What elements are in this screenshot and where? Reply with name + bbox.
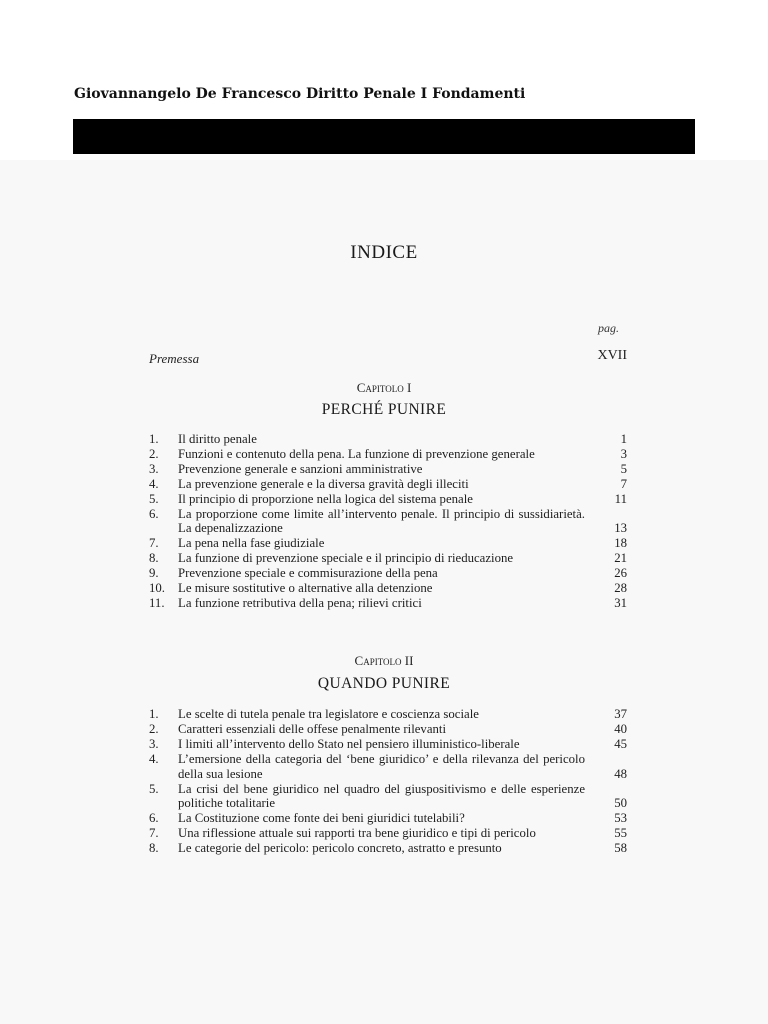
toc-entry-number: 10.	[149, 581, 165, 596]
header-bar	[73, 119, 695, 154]
toc-entry-text: Prevenzione speciale e commisurazione della pena	[178, 566, 438, 581]
premessa-page: XVII	[597, 348, 627, 363]
toc-entry-number: 7.	[149, 826, 159, 841]
toc-entry-text: I limiti all’intervento dello Stato nel pensiero illuministico-liberale	[178, 736, 520, 751]
toc-entry	[149, 581, 627, 596]
toc-entry-number: 11.	[149, 595, 165, 610]
toc-entry-text: La funzione di prevenzione speciale e il principio di rieducazione	[178, 551, 514, 566]
toc-entry-number: 5.	[149, 781, 159, 796]
toc-entry-number: 2.	[149, 446, 159, 461]
toc-entry-text: L’emersione della categoria del ‘bene giuridico’ e della rilevanza del pericolo della sua lesione	[178, 751, 585, 781]
toc-entry	[149, 752, 627, 782]
toc-entry-text: Le scelte di tutela penale tra legislatore e coscienza sociale	[178, 707, 479, 721]
chapter-title-2: QUANDO PUNIRE	[317, 675, 451, 692]
toc-entry-text: Una riflessione attuale sui rapporti tra bene giuridico e tipi di pericolo	[178, 826, 536, 841]
toc-entry-page: 31	[614, 595, 627, 610]
toc-entry-text: La proporzione come limite all’intervento penale. Il principio di sussidiarietà. La depenalizzazione	[178, 506, 585, 536]
toc-entry-text: Funzioni e contenuto della pena. La funzione di prevenzione generale	[178, 446, 535, 461]
toc-entry-number: 5.	[149, 491, 159, 506]
toc-entry-page: 5	[620, 461, 627, 476]
toc-entry	[149, 782, 627, 812]
premessa-label: Premessa	[149, 351, 200, 366]
toc-entry-page: 13	[614, 521, 627, 536]
toc-entry-page: 28	[614, 581, 627, 596]
toc-entry-number: 1.	[149, 432, 159, 446]
toc-entry-page: 40	[614, 721, 627, 736]
toc-entry-text: La funzione retributiva della pena; rilievi critici	[178, 595, 422, 610]
chapter-label-1: Capitolo I	[356, 380, 412, 395]
toc-entry	[149, 432, 627, 447]
toc-entry-number: 3.	[149, 461, 159, 476]
toc-entry-number: 1.	[149, 707, 159, 721]
toc-entry-page: 7	[620, 476, 627, 491]
toc-entry	[149, 551, 627, 566]
toc-entry-page: 11	[614, 491, 627, 506]
toc-entry	[149, 596, 627, 611]
toc-entry	[149, 462, 627, 477]
toc-entry	[149, 447, 627, 462]
toc-entry-page: 26	[614, 566, 627, 581]
toc-entry-number: 6.	[149, 811, 159, 826]
toc-entry-page: 53	[614, 811, 627, 826]
toc-entry-page: 21	[614, 551, 627, 566]
toc-entry-page: 48	[614, 766, 627, 781]
toc-entry	[149, 566, 627, 581]
toc-entry-text: Caratteri essenziali delle offese penalmente rilevanti	[178, 721, 447, 736]
toc-entry	[149, 811, 627, 826]
toc-entry	[149, 507, 627, 537]
toc-entry-number: 6.	[149, 506, 159, 521]
toc-entry-text: Il diritto penale	[178, 432, 257, 446]
toc-entry-page: 1	[620, 432, 627, 446]
toc-entry-text: Prevenzione generale e sanzioni amministrative	[178, 461, 423, 476]
toc-entry-number: 2.	[149, 721, 159, 736]
index-title: INDICE	[350, 242, 418, 263]
toc-entry-page: 58	[614, 841, 627, 856]
toc-entry	[149, 492, 627, 507]
toc-entry	[149, 737, 627, 752]
toc-entry-text: Le misure sostitutive o alternative alla detenzione	[178, 581, 433, 596]
toc-entry-page: 37	[614, 707, 627, 721]
toc-entry	[149, 707, 627, 722]
toc-entry-text: La Costituzione come fonte dei beni giuridici tutelabili?	[178, 811, 465, 826]
toc-entry	[149, 477, 627, 492]
toc-entry	[149, 841, 627, 856]
toc-entry	[149, 826, 627, 841]
toc-entry-text: La prevenzione generale e la diversa gravità degli illeciti	[178, 476, 469, 491]
document-title: Giovannangelo De Francesco Diritto Penale I Fondamenti	[74, 86, 526, 102]
toc-entry	[149, 536, 627, 551]
chapter-label-2: Capitolo II	[354, 653, 414, 668]
toc-entry-page: 55	[614, 826, 627, 841]
toc-entry-number: 9.	[149, 566, 159, 581]
toc-entry-text: Le categorie del pericolo: pericolo concreto, astratto e presunto	[178, 841, 502, 856]
toc-entry-number: 3.	[149, 736, 159, 751]
toc-entry-page: 18	[614, 536, 627, 551]
toc-entry-page: 45	[614, 736, 627, 751]
chapter-title-1: PERCHÉ PUNIRE	[321, 401, 447, 418]
toc-chapter-2	[149, 707, 627, 856]
toc-entry-number: 4.	[149, 751, 159, 766]
toc-entry-text: La crisi del bene giuridico nel quadro del giuspositivismo e delle esperienze politiche totalitarie	[178, 781, 585, 811]
toc-entry-number: 8.	[149, 551, 159, 566]
page-column-label: pag.	[598, 321, 619, 335]
toc-entry-text: Il principio di proporzione nella logica del sistema penale	[178, 491, 473, 506]
toc-entry-number: 8.	[149, 841, 159, 856]
toc-entry-number: 4.	[149, 476, 159, 491]
toc-chapter-1	[149, 432, 627, 611]
toc-entry-number: 7.	[149, 536, 159, 551]
toc-entry-page: 50	[614, 796, 627, 811]
toc-entry	[149, 722, 627, 737]
toc-entry-text: La pena nella fase giudiziale	[178, 536, 325, 551]
toc-entry-page: 3	[620, 446, 627, 461]
